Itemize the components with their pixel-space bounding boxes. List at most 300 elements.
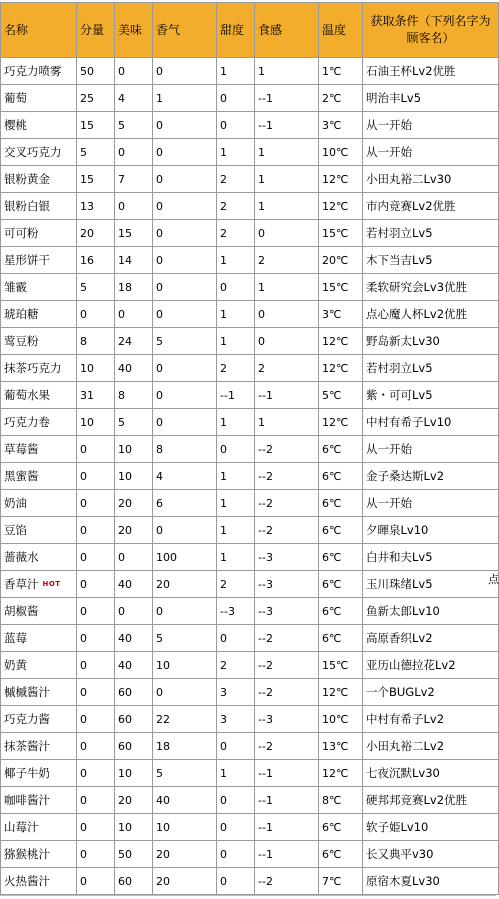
cell-texture [255,544,319,571]
cell-texture [255,706,319,733]
cell-temperature [319,571,363,598]
texture-value: --2 [258,523,273,537]
amount-value: 0 [80,685,87,699]
name-value: 咖啡酱汁 [4,792,50,807]
sweetness-value: 0 [220,739,227,753]
cell-sweetness [217,274,255,301]
cell-taste [115,760,153,787]
cell-temperature [319,868,363,895]
cell-amount [77,58,115,85]
cell-aroma [153,220,217,247]
cell-name [1,166,77,193]
cell-temperature [319,598,363,625]
cell-taste [115,814,153,841]
cell-amount [77,706,115,733]
ingredients-table [0,2,499,895]
cell-sweetness [217,490,255,517]
cell-name [1,544,77,571]
texture-value: --1 [258,118,273,132]
table-row [1,652,499,679]
name-value: 可可粉 [4,225,39,240]
cell-acquisition [363,409,499,436]
cell-acquisition [363,328,499,355]
taste-value: 10 [118,820,132,834]
taste-value: 60 [118,685,132,699]
name-value: 抹茶酱汁 [4,738,50,753]
cell-aroma [153,274,217,301]
name-value: 星形饼干 [4,252,50,267]
cell-aroma [153,733,217,760]
taste-value: 40 [118,658,132,672]
acquisition-value: 金子桑达斯Lv2 [366,468,445,483]
cell-acquisition [363,544,499,571]
taste-value: 60 [118,712,132,726]
cell-name [1,706,77,733]
cell-acquisition [363,301,499,328]
cell-temperature [319,355,363,382]
acquisition-value: 若村羽立Lv5 [366,360,433,375]
cell-texture [255,571,319,598]
cell-temperature [319,409,363,436]
cell-sweetness [217,328,255,355]
name-value: 山莓汁 [4,819,39,834]
cell-temperature [319,841,363,868]
cell-texture [255,463,319,490]
cell-amount [77,598,115,625]
header-name: 名称 [1,3,77,58]
acquisition-value: 白井和夫Lv5 [366,549,433,564]
amount-value: 15 [80,118,94,132]
hot-badge: HOT [42,579,61,588]
cell-acquisition [363,193,499,220]
cell-acquisition [363,274,499,301]
cell-amount [77,463,115,490]
cell-texture [255,625,319,652]
texture-value: --2 [258,874,273,888]
name-value: 火热酱汁 [4,873,50,888]
cell-taste [115,409,153,436]
cell-aroma [153,355,217,382]
cell-aroma [153,166,217,193]
cell-texture [255,490,319,517]
cell-acquisition [363,166,499,193]
temperature-value: 12℃ [322,361,349,375]
cell-temperature [319,625,363,652]
amount-value: 0 [80,442,87,456]
taste-value: 10 [118,442,132,456]
amount-value: 0 [80,658,87,672]
aroma-value: 0 [156,253,163,267]
sweetness-value: 1 [220,550,227,564]
cell-aroma [153,517,217,544]
texture-value: --2 [258,442,273,456]
aroma-value: 10 [156,820,170,834]
cell-taste [115,463,153,490]
temperature-value: 3℃ [322,118,342,132]
table-row [1,382,499,409]
texture-value: 0 [258,226,265,240]
aroma-value: 0 [156,361,163,375]
acquisition-value: 野岛新太Lv30 [366,333,440,348]
sweetness-value: 1 [220,253,227,267]
cell-aroma [153,247,217,274]
sweetness-value: 0 [220,874,227,888]
amount-value: 13 [80,199,94,213]
name-value: 香草汁 [4,576,39,591]
cell-sweetness [217,598,255,625]
temperature-value: 2℃ [322,91,342,105]
temperature-value: 6℃ [322,523,342,537]
cell-acquisition [363,679,499,706]
aroma-value: 0 [156,199,163,213]
temperature-value: 15℃ [322,658,349,672]
cell-aroma [153,85,217,112]
sweetness-value: 0 [220,91,227,105]
cell-taste [115,301,153,328]
cell-sweetness [217,652,255,679]
cell-texture [255,58,319,85]
cell-temperature [319,274,363,301]
table-row [1,328,499,355]
aroma-value: 20 [156,874,170,888]
acquisition-value: 小田丸裕二Lv30 [366,171,452,186]
aroma-value: 22 [156,712,170,726]
cell-temperature [319,382,363,409]
texture-value: --3 [258,604,273,618]
cell-name [1,328,77,355]
texture-value: 2 [258,253,265,267]
aroma-value: 0 [156,523,163,537]
taste-value: 10 [118,766,132,780]
taste-value: 20 [118,793,132,807]
table-body [1,58,499,895]
cell-texture [255,436,319,463]
cell-aroma [153,868,217,895]
cell-amount [77,274,115,301]
temperature-value: 5℃ [322,388,342,402]
cell-temperature [319,166,363,193]
edge-clipped-text: 点 [488,573,499,586]
acquisition-value: 从一开始 [366,144,412,159]
cell-aroma [153,409,217,436]
sweetness-value: 1 [220,766,227,780]
cell-name [1,598,77,625]
cell-acquisition [363,625,499,652]
acquisition-value: 原宿木夏Lv30 [366,873,440,888]
table-row [1,409,499,436]
cell-temperature [319,706,363,733]
cell-sweetness [217,787,255,814]
table-row [1,355,499,382]
temperature-value: 6℃ [322,442,342,456]
amount-value: 0 [80,820,87,834]
acquisition-value: 从一开始 [366,441,412,456]
taste-value: 5 [118,415,125,429]
temperature-value: 7℃ [322,874,342,888]
cell-aroma [153,652,217,679]
header-aroma: 香气 [153,3,217,58]
acquisition-value: 小田丸裕二Lv2 [366,738,445,753]
table-row [1,571,499,598]
name-value: 银粉黄金 [4,171,50,186]
cell-name [1,58,77,85]
texture-value: 1 [258,199,265,213]
cell-sweetness [217,85,255,112]
cell-temperature [319,760,363,787]
cell-sweetness [217,760,255,787]
cell-texture [255,679,319,706]
amount-value: 0 [80,874,87,888]
name-value: 槭槭酱汁 [4,684,50,699]
cell-aroma [153,112,217,139]
texture-value: --2 [258,658,273,672]
cell-temperature [319,733,363,760]
cell-sweetness [217,544,255,571]
cell-taste [115,220,153,247]
table-row [1,139,499,166]
cell-texture [255,247,319,274]
cell-acquisition [363,247,499,274]
cell-texture [255,193,319,220]
cell-amount [77,544,115,571]
texture-value: --2 [258,631,273,645]
sweetness-value: 1 [220,469,227,483]
cell-sweetness [217,112,255,139]
cell-aroma [153,139,217,166]
cell-temperature [319,787,363,814]
acquisition-value: 石油王杯Lv2优胜 [366,63,456,78]
cell-taste [115,598,153,625]
cell-temperature [319,58,363,85]
cell-acquisition [363,868,499,895]
cell-texture [255,760,319,787]
cell-name [1,517,77,544]
table-row [1,598,499,625]
texture-value: --1 [258,91,273,105]
taste-value: 10 [118,469,132,483]
cell-texture [255,652,319,679]
cell-amount [77,166,115,193]
texture-value: --1 [258,766,273,780]
sweetness-value: 0 [220,793,227,807]
cell-amount [77,382,115,409]
amount-value: 0 [80,847,87,861]
cell-sweetness [217,517,255,544]
cell-acquisition [363,571,499,598]
cell-taste [115,787,153,814]
temperature-value: 6℃ [322,847,342,861]
sweetness-value: 2 [220,199,227,213]
cell-taste [115,112,153,139]
cell-taste [115,274,153,301]
cell-taste [115,247,153,274]
cell-sweetness [217,571,255,598]
texture-value: --3 [258,550,273,564]
cell-temperature [319,328,363,355]
cell-sweetness [217,382,255,409]
cell-taste [115,679,153,706]
amount-value: 15 [80,172,94,186]
cell-amount [77,490,115,517]
temperature-value: 12℃ [322,199,349,213]
amount-value: 0 [80,577,87,591]
cell-sweetness [217,247,255,274]
sweetness-value: 2 [220,172,227,186]
cell-acquisition [363,85,499,112]
cell-texture [255,814,319,841]
cell-aroma [153,571,217,598]
acquisition-value: 中村有希子Lv10 [366,414,452,429]
temperature-value: 6℃ [322,577,342,591]
taste-value: 24 [118,334,132,348]
cell-temperature [319,463,363,490]
table-row [1,490,499,517]
cell-amount [77,841,115,868]
cell-acquisition [363,841,499,868]
table-row [1,814,499,841]
cell-aroma [153,328,217,355]
aroma-value: 0 [156,226,163,240]
cell-acquisition [363,220,499,247]
sweetness-value: 0 [220,820,227,834]
temperature-value: 6℃ [322,550,342,564]
texture-value: 2 [258,361,265,375]
aroma-value: 0 [156,685,163,699]
taste-value: 0 [118,199,125,213]
table-row [1,733,499,760]
acquisition-value: 明治丰Lv5 [366,90,422,105]
name-value: 葡萄水果 [4,387,50,402]
cell-aroma [153,598,217,625]
amount-value: 0 [80,712,87,726]
header-temperature: 温度 [319,3,363,58]
cell-acquisition [363,58,499,85]
texture-value: 1 [258,64,265,78]
name-value: 巧克力卷 [4,414,50,429]
sweetness-value: 0 [220,631,227,645]
cell-aroma [153,301,217,328]
aroma-value: 0 [156,64,163,78]
cell-name [1,274,77,301]
sweetness-value: 2 [220,226,227,240]
taste-value: 60 [118,874,132,888]
sweetness-value: 0 [220,847,227,861]
temperature-value: 6℃ [322,469,342,483]
cell-aroma [153,436,217,463]
temperature-value: 6℃ [322,631,342,645]
aroma-value: 8 [156,442,163,456]
texture-value: 1 [258,280,265,294]
taste-value: 20 [118,523,132,537]
taste-value: 0 [118,145,125,159]
cell-aroma [153,814,217,841]
cell-aroma [153,625,217,652]
cell-texture [255,868,319,895]
taste-value: 40 [118,577,132,591]
cell-acquisition [363,814,499,841]
aroma-value: 5 [156,631,163,645]
cell-taste [115,355,153,382]
table-row [1,544,499,571]
cell-taste [115,490,153,517]
header-amount: 分量 [77,3,115,58]
cell-aroma [153,841,217,868]
cell-name [1,841,77,868]
cell-name [1,193,77,220]
cell-aroma [153,760,217,787]
cell-aroma [153,193,217,220]
temperature-value: 6℃ [322,604,342,618]
cell-acquisition [363,139,499,166]
cell-name [1,247,77,274]
cell-amount [77,355,115,382]
cell-amount [77,571,115,598]
cell-sweetness [217,814,255,841]
sweetness-value: 1 [220,496,227,510]
sweetness-value: 1 [220,334,227,348]
name-value: 樱桃 [4,117,27,132]
cell-sweetness [217,220,255,247]
texture-value: 0 [258,307,265,321]
texture-value: --1 [258,388,273,402]
cell-taste [115,652,153,679]
cell-aroma [153,544,217,571]
amount-value: 10 [80,415,94,429]
name-value: 葡萄 [4,90,27,105]
table-row [1,85,499,112]
name-value: 草莓酱 [4,441,39,456]
cell-texture [255,382,319,409]
cell-taste [115,544,153,571]
sweetness-value: 3 [220,685,227,699]
header-taste: 美味 [115,3,153,58]
temperature-value: 12℃ [322,172,349,186]
cell-acquisition [363,760,499,787]
cell-temperature [319,85,363,112]
cell-temperature [319,544,363,571]
cell-temperature [319,301,363,328]
name-value: 奶黄 [4,657,27,672]
amount-value: 5 [80,145,87,159]
table-row [1,301,499,328]
sweetness-value: 1 [220,307,227,321]
amount-value: 0 [80,631,87,645]
aroma-value: 0 [156,172,163,186]
texture-value: 0 [258,334,265,348]
cell-name [1,733,77,760]
texture-value: --3 [258,577,273,591]
texture-value: --2 [258,496,273,510]
amount-value: 0 [80,766,87,780]
temperature-value: 6℃ [322,820,342,834]
taste-value: 40 [118,631,132,645]
cell-sweetness [217,58,255,85]
acquisition-value: 七夜沉默Lv30 [366,765,440,780]
taste-value: 40 [118,361,132,375]
acquisition-value: 从一开始 [366,495,412,510]
cell-amount [77,301,115,328]
cell-name [1,112,77,139]
cell-texture [255,733,319,760]
taste-value: 4 [118,91,125,105]
acquisition-value: 高原香织Lv2 [366,630,433,645]
acquisition-value: 软子姫Lv10 [366,819,429,834]
amount-value: 50 [80,64,94,78]
cell-texture [255,517,319,544]
aroma-value: 5 [156,334,163,348]
taste-value: 0 [118,550,125,564]
table-row [1,166,499,193]
